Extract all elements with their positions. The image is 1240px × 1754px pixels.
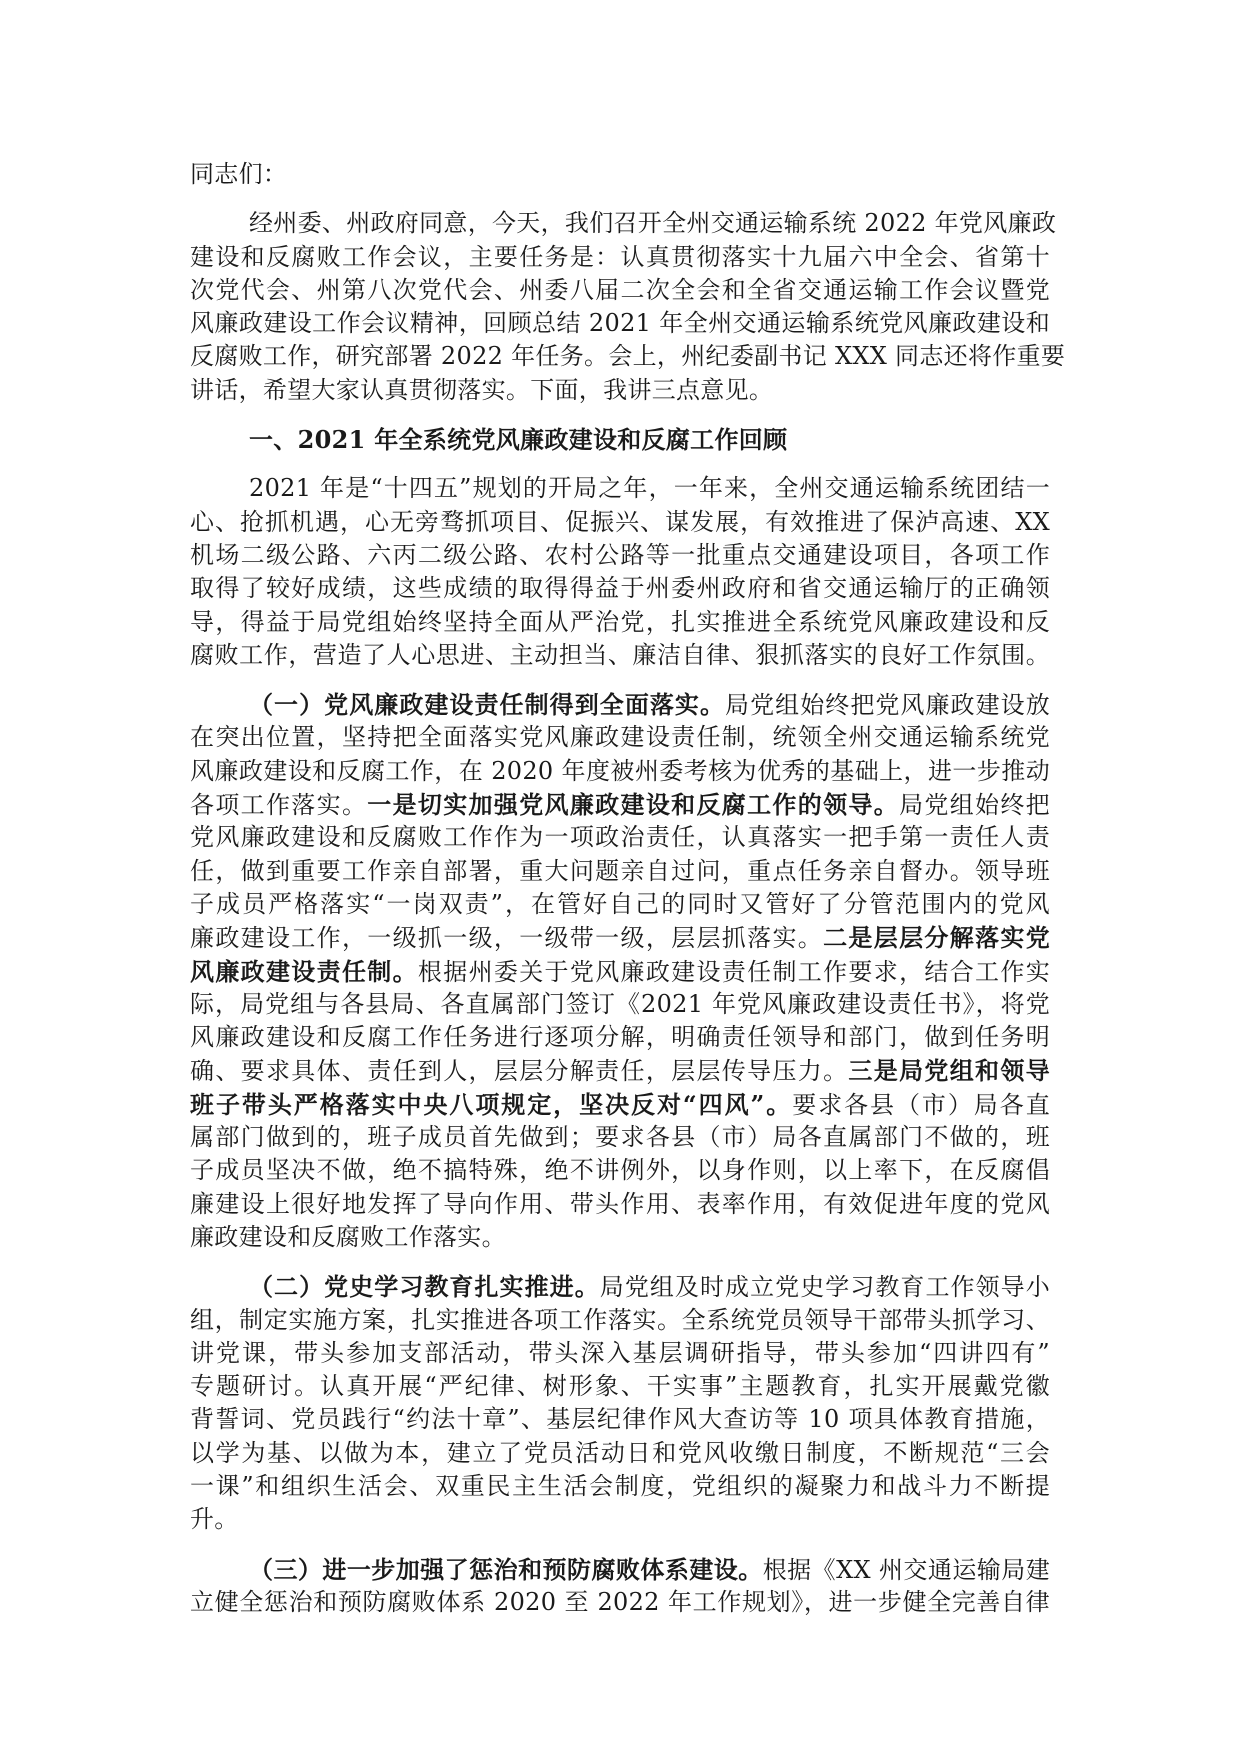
heading-text: 一、2021 年全系统党风廉政建设和反腐工作回顾	[249, 425, 788, 455]
text-line	[190, 755, 1050, 788]
text-line	[190, 1470, 1050, 1503]
document-page	[190, 158, 1066, 1619]
section-1-overview	[190, 472, 1050, 672]
body-text: 建设和反腐败工作会议，主要任务是：认真贯彻落实十九届六中全会、省第十	[190, 242, 1050, 271]
body-text: 升。	[190, 1505, 239, 1534]
bold-lead-text: 一是切实加强党风廉政建设和反腐工作的领导。	[367, 790, 900, 820]
body-text: 各项工作落实。	[190, 791, 368, 820]
text-line	[190, 572, 1050, 605]
body-text: 风廉政建设和反腐工作任务进行逐项分解，明确责任领导和部门，做到任务明	[190, 1023, 1050, 1052]
body-text: 属部门做到的，班子成员首先做到；要求各县（市）局各直属部门不做的，班	[190, 1123, 1050, 1152]
body-text: 际，局党组与各县局、各直属部门签订《2021 年党风廉政建设责任书》，将党	[190, 989, 1050, 1018]
body-text: 局党组始终把	[899, 791, 1050, 820]
text-line	[190, 921, 1050, 954]
body-text: 反腐败工作，研究部署 2022 年任务。会上，州纪委副书记 XXX 同志还将作重要	[190, 342, 1066, 371]
body-text: 组，制定实施方案，扎实推进各项工作落实。全系统党员领导干部带头抓学习、	[190, 1305, 1050, 1334]
body-text: 确、要求具体、责任到人，层层分解责任，层层传导压力。	[190, 1057, 849, 1086]
text-line	[190, 506, 1050, 539]
bold-lead-text: （三）进一步加强了惩治和预防腐败体系建设。	[249, 1554, 763, 1584]
text-line	[190, 1553, 1050, 1586]
body-text: 讲党课，带头参加支部活动，带头深入基层调研指导，带头参加“四讲四有”	[190, 1338, 1050, 1367]
text-line	[190, 721, 1050, 754]
body-text: 机场二级公路、六丙二级公路、农村公路等一批重点交通建设项目，各项工作	[190, 540, 1050, 569]
body-text: 专题研讨。认真开展“严纪律、树形象、干实事”主题教育，扎实开展戴党徽	[190, 1372, 1050, 1401]
body-text: 风廉政建设和反腐工作，在 2020 年度被州委考核为优秀的基础上，进一步推动	[190, 756, 1050, 785]
body-text: 局党组及时成立党史学习教育工作领导小	[599, 1273, 1050, 1302]
text-line	[190, 1503, 1050, 1536]
text-line	[190, 988, 1050, 1021]
text-line	[190, 1154, 1050, 1187]
text-line	[190, 1370, 1050, 1403]
text-line	[190, 688, 1050, 721]
text-line	[190, 1121, 1050, 1154]
body-text: 以学为基、以做为本，建立了党员活动日和党风收缴日制度，不断规范“三会	[190, 1438, 1050, 1467]
body-text: 在突出位置，坚持把全面落实党风廉政建设责任制，统领全州交通运输系统党	[190, 723, 1050, 752]
text-line	[190, 606, 1050, 639]
text-line	[190, 1337, 1050, 1370]
subsection-3	[190, 1553, 1050, 1620]
body-text: 任，做到重要工作亲自部署，重大问题亲自过问，重点任务亲自督办。领导班	[190, 856, 1050, 885]
text-line	[190, 1586, 1050, 1619]
text-line	[190, 340, 1066, 373]
text-line	[190, 1304, 1050, 1337]
text-line	[190, 1088, 1050, 1121]
body-text: 风廉政建设工作会议精神，回顾总结 2021 年全州交通运输系统党风廉政建设和	[190, 309, 1050, 338]
subsection-1	[190, 688, 1050, 1254]
bold-lead-text: 班子带头严格落实中央八项规定，坚决反对“四风”。	[190, 1089, 793, 1119]
text-line	[190, 888, 1050, 921]
text-line	[190, 1221, 1050, 1254]
body-text: 次党代会、州第八次党代会、州委八届二次全会和全省交通运输工作会议暨党	[190, 275, 1050, 304]
text-line	[190, 241, 1050, 274]
body-text: 经州委、州政府同意，今天，我们召开全州交通运输系统 2022 年党风廉政	[249, 209, 1057, 238]
intro-paragraph	[190, 207, 1066, 407]
text-line	[190, 1188, 1050, 1221]
body-text: 子成员严格落实“一岗双责”，在管好自己的同时又管好了分管范围内的党风	[190, 889, 1050, 918]
subsection-2	[190, 1270, 1050, 1536]
body-text: 局党组始终把党风廉政建设放	[725, 691, 1051, 720]
body-text: 廉政建设和反腐败工作落实。	[190, 1222, 506, 1251]
text-line	[190, 539, 1050, 572]
bold-lead-text: 三是局党组和领导	[848, 1056, 1050, 1086]
body-text: 导，得益于局党组始终坚持全面从严治党，扎实推进全系统党风廉政建设和反	[190, 607, 1050, 636]
text-line	[190, 1021, 1050, 1054]
body-text: 子成员坚决不做，绝不搞特殊，绝不讲例外，以身作则，以上率下，在反腐倡	[190, 1156, 1050, 1185]
body-text: 廉政建设工作，一级抓一级，一级带一级，层层抓落实。	[190, 924, 824, 953]
text-line	[190, 274, 1050, 307]
text-line	[190, 955, 1050, 988]
body-text: 党风廉政建设和反腐败工作作为一项政治责任，认真落实一把手第一责任人责	[190, 823, 1050, 852]
text-line	[190, 472, 1050, 505]
body-text: 讲话，希望大家认真贯彻落实。下面，我讲三点意见。	[190, 375, 774, 404]
text-line	[190, 788, 1050, 821]
bold-lead-text: （一）党风廉政建设责任制得到全面落实。	[249, 690, 726, 720]
body-text: 腐败工作，营造了人心思进、主动担当、廉洁自律、狠抓落实的良好工作氛围。	[190, 640, 1050, 669]
bold-lead-text: （二）党史学习教育扎实推进。	[249, 1272, 600, 1302]
text-line	[190, 855, 1050, 888]
bold-lead-text: 风廉政建设责任制。	[190, 956, 418, 986]
body-text: 立健全惩治和预防腐败体系 2020 至 2022 年工作规划》，进一步健全完善自律	[190, 1587, 1050, 1616]
text-line	[190, 374, 1050, 407]
body-text: 背誓词、党员践行“约法十章”、基层纪律作风大查访等 10 项具体教育措施，	[190, 1405, 1050, 1434]
text-line	[190, 1270, 1050, 1303]
salutation	[190, 158, 1050, 191]
body-text: 心、抢抓机遇，心无旁骛抓项目、促振兴、谋发展，有效推进了保泸高速、XX	[190, 507, 1050, 536]
salutation-text: 同志们：	[190, 160, 288, 188]
text-line	[190, 207, 1057, 240]
section-1-heading	[190, 423, 1050, 456]
text-line	[190, 1403, 1050, 1436]
text-line	[190, 639, 1050, 672]
body-text: 要求各县（市）局各直	[792, 1090, 1050, 1119]
text-line	[190, 1054, 1050, 1087]
body-text: 一课”和组织生活会、双重民主生活会制度，党组织的凝聚力和战斗力不断提	[190, 1471, 1050, 1500]
text-line	[190, 307, 1050, 340]
body-text: 取得了较好成绩，这些成绩的取得得益于州委州政府和省交通运输厅的正确领	[190, 574, 1050, 603]
text-line	[190, 1437, 1050, 1470]
bold-lead-text: 二是层层分解落实党	[823, 923, 1051, 953]
body-text: 根据州委关于党风廉政建设责任制工作要求，结合工作实	[417, 957, 1050, 986]
body-text: 根据《XX 州交通运输局建	[762, 1555, 1050, 1584]
text-line	[190, 821, 1050, 854]
body-text: 廉建设上很好地发挥了导向作用、带头作用、表率作用，有效促进年度的党风	[190, 1189, 1050, 1218]
body-text: 2021 年是“十四五”规划的开局之年，一年来，全州交通运输系统团结一	[249, 474, 1050, 503]
